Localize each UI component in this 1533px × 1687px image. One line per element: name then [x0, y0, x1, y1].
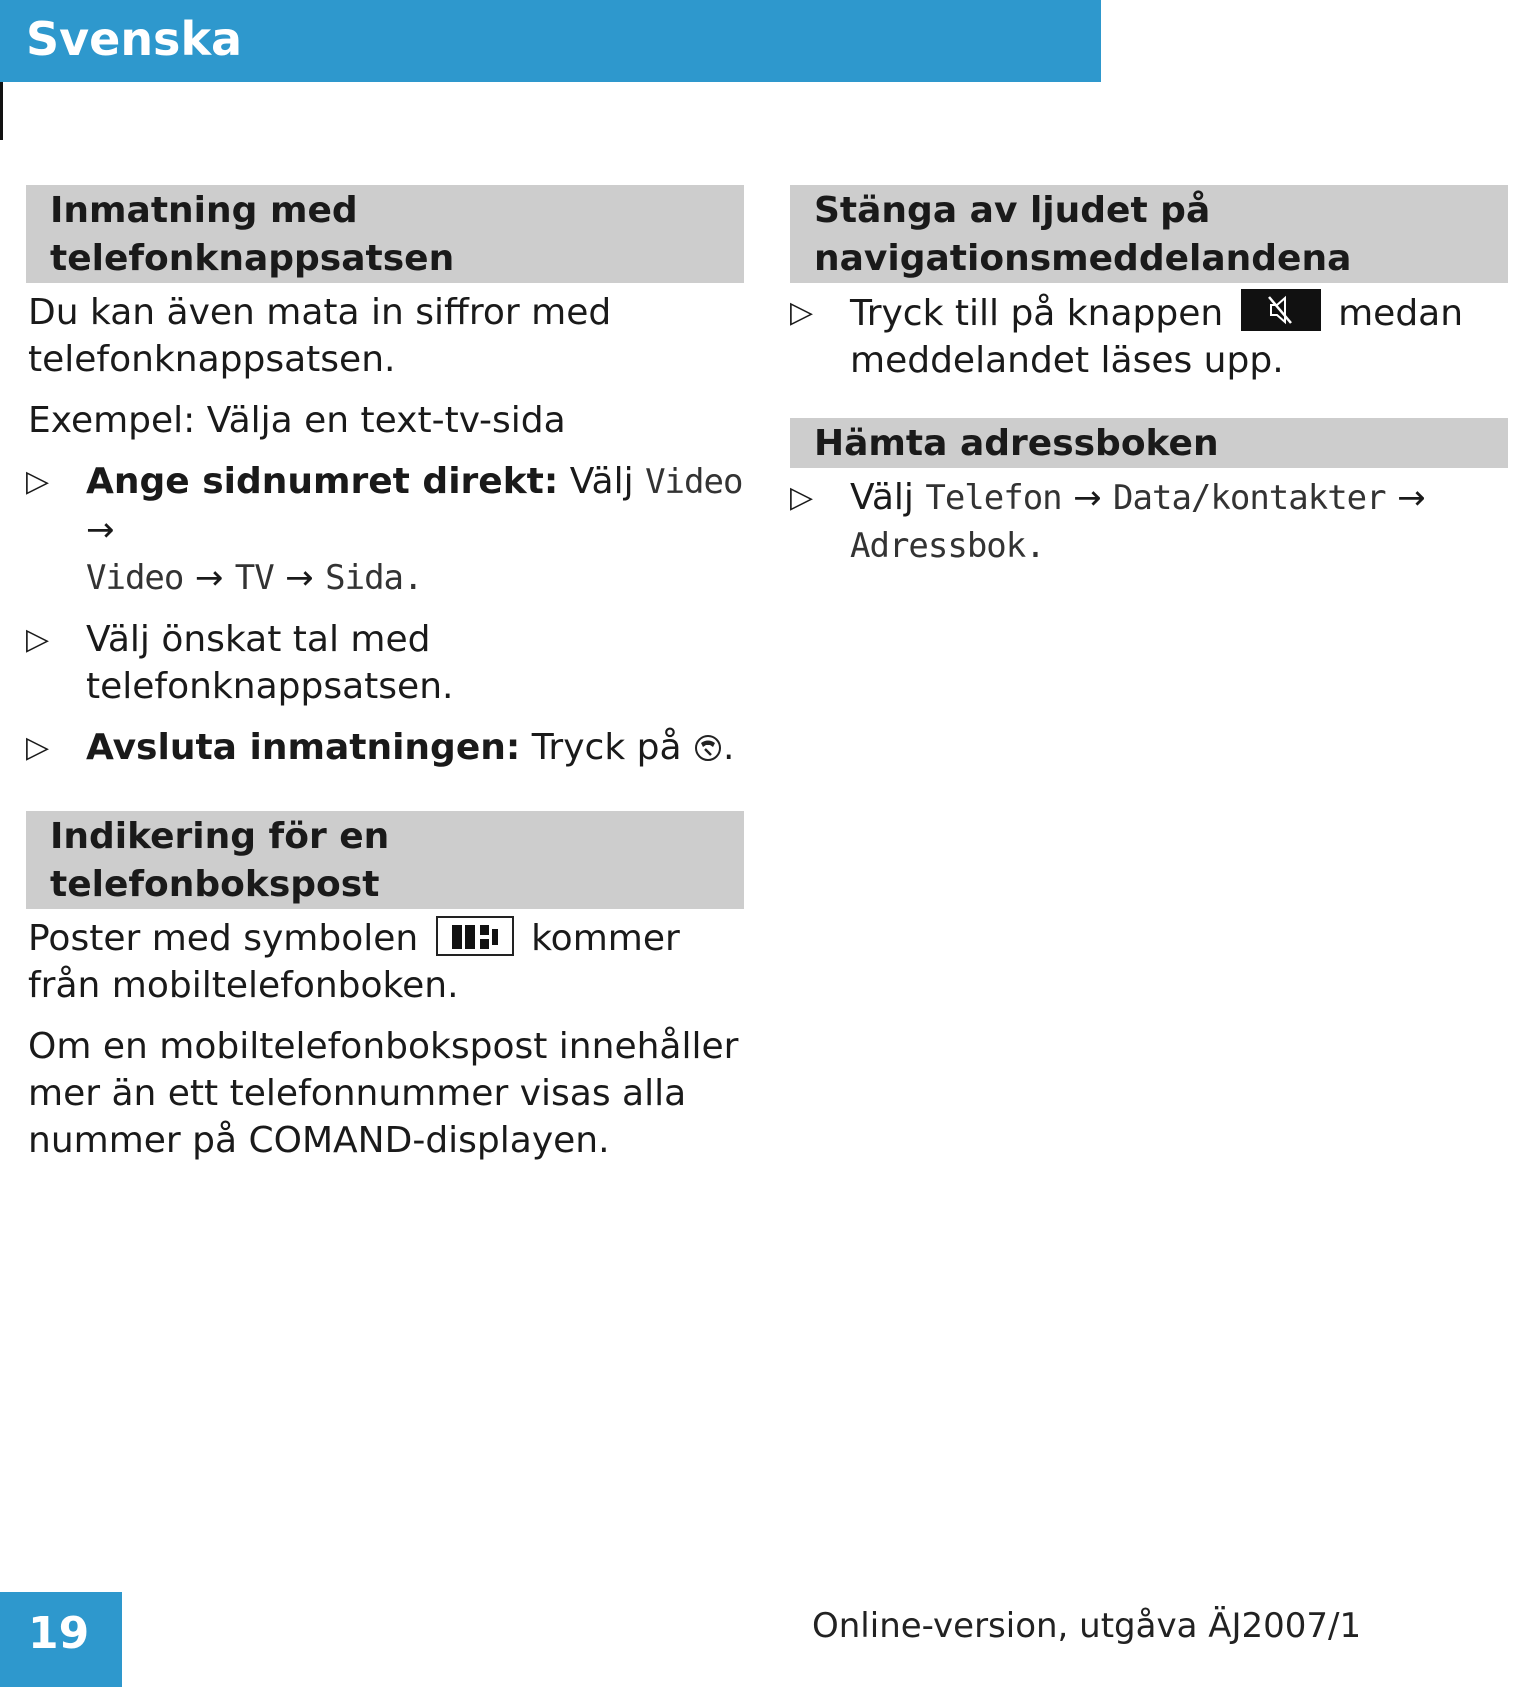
paragraph-multiple-numbers: Om en mobiltelefonbokspost innehåller mer än ett telefonnummer visas alla nummer på COMAND-displayen. [28, 1026, 739, 1161]
menu-adressbok: Adressbok [850, 526, 1026, 566]
menu-video: Video [645, 462, 743, 502]
mobile-phonebook-symbol-icon [436, 916, 514, 956]
menu-sida: Sida [325, 558, 404, 598]
edition-note: Online-version, utgåva ÄJ2007/1 [812, 1606, 1362, 1646]
step-lead: Ange sidnumret direkt [86, 461, 544, 502]
section-heading-address-book: Hämta adressboken [790, 418, 1508, 468]
step-press-mute: ▷ Tryck till på knappen medan meddelandet läses upp. [790, 289, 1508, 384]
chapter-title: Svenska [26, 12, 243, 66]
step-finish-input: ▷ Avsluta inmatningen: Tryck på . [26, 724, 744, 771]
step-lead: Avsluta inmatningen [86, 727, 506, 768]
menu-arrow-icon: → [194, 558, 224, 598]
paragraph-symbol: Poster med symbolen kommer från mobiltelefonboken. [28, 918, 680, 1006]
paragraph-example: Exempel: Välja en text-tv-sida [28, 400, 566, 441]
page-number: 19 [28, 1608, 90, 1659]
left-column [26, 185, 744, 1178]
bullet-triangle-icon: ▷ [26, 622, 50, 657]
bullet-triangle-icon: ▷ [26, 730, 50, 765]
menu-arrow-icon: → [1073, 478, 1102, 518]
menu-arrow-icon: → [285, 558, 314, 598]
menu-arrow-icon: → [1397, 478, 1426, 518]
menu-arrow-icon: → [86, 510, 115, 550]
section-heading-phonebook-entry: Indikering för en telefonbokspost [26, 811, 744, 909]
section-heading-keypad-input: Inmatning med telefonknappsatsen [26, 185, 744, 283]
menu-data-kontakter: Data/kontakter [1113, 478, 1386, 518]
menu-video-sub: Video [86, 558, 184, 598]
mute-key-icon [1241, 289, 1321, 331]
bullet-triangle-icon: ▷ [790, 480, 814, 515]
step-enter-page-number: ▷ Ange sidnumret direkt: Välj Video → Video → TV → Sida. [26, 458, 744, 602]
page-number-box [0, 1592, 122, 1687]
end-call-icon [693, 733, 723, 763]
menu-telefon: Telefon [925, 478, 1062, 518]
step-select-number: ▷ Välj önskat tal med telefonknappsatsen. [26, 616, 744, 710]
margin-mark [0, 82, 3, 140]
bullet-triangle-icon: ▷ [26, 464, 50, 499]
bullet-triangle-icon: ▷ [790, 295, 814, 330]
menu-tv: TV [234, 558, 274, 598]
step-select-address-book: ▷ Välj Telefon → Data/kontakter → Adressbok. [790, 474, 1508, 570]
chapter-header-bar [0, 0, 1101, 82]
paragraph-intro: Du kan även mata in siffror med telefonknappsatsen. [28, 292, 612, 380]
right-column [790, 185, 1508, 584]
section-heading-mute-navigation: Stänga av ljudet på navigationsmeddelandena [790, 185, 1508, 283]
